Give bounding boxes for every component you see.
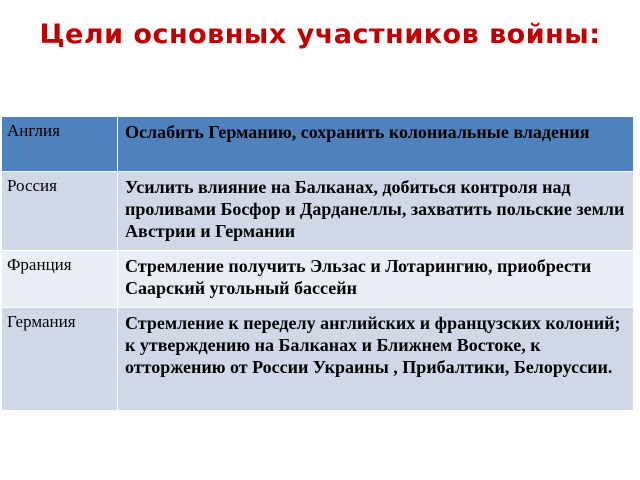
country-cell: Англия [2,117,118,172]
country-cell: Россия [2,172,118,251]
table-row-france [2,251,634,308]
slide-title: Цели основных участников войны: [39,19,601,50]
country-cell: Германия [2,308,118,411]
goal-cell: Ослабить Германию, сохранить колониальные владения [118,117,634,172]
table-row-germany [2,308,634,411]
goal-cell: Стремление получить Эльзас и Лотарингию, приобрести Саарский угольный бассейн [118,251,634,308]
table-row-russia [2,172,634,251]
table-row-england [2,117,634,172]
war-goals-table [1,116,634,411]
country-cell: Франция [2,251,118,308]
goal-cell: Стремление к переделу английских и французских колоний; к утверждению на Балканах и Ближнем Востоке, к отторжению от России Украины , Прибалтики, Белоруссии. [118,308,634,411]
goal-cell: Усилить влияние на Балканах, добиться контроля над проливами Босфор и Дарданеллы, захватить польские земли Австрии и Германии [118,172,634,251]
